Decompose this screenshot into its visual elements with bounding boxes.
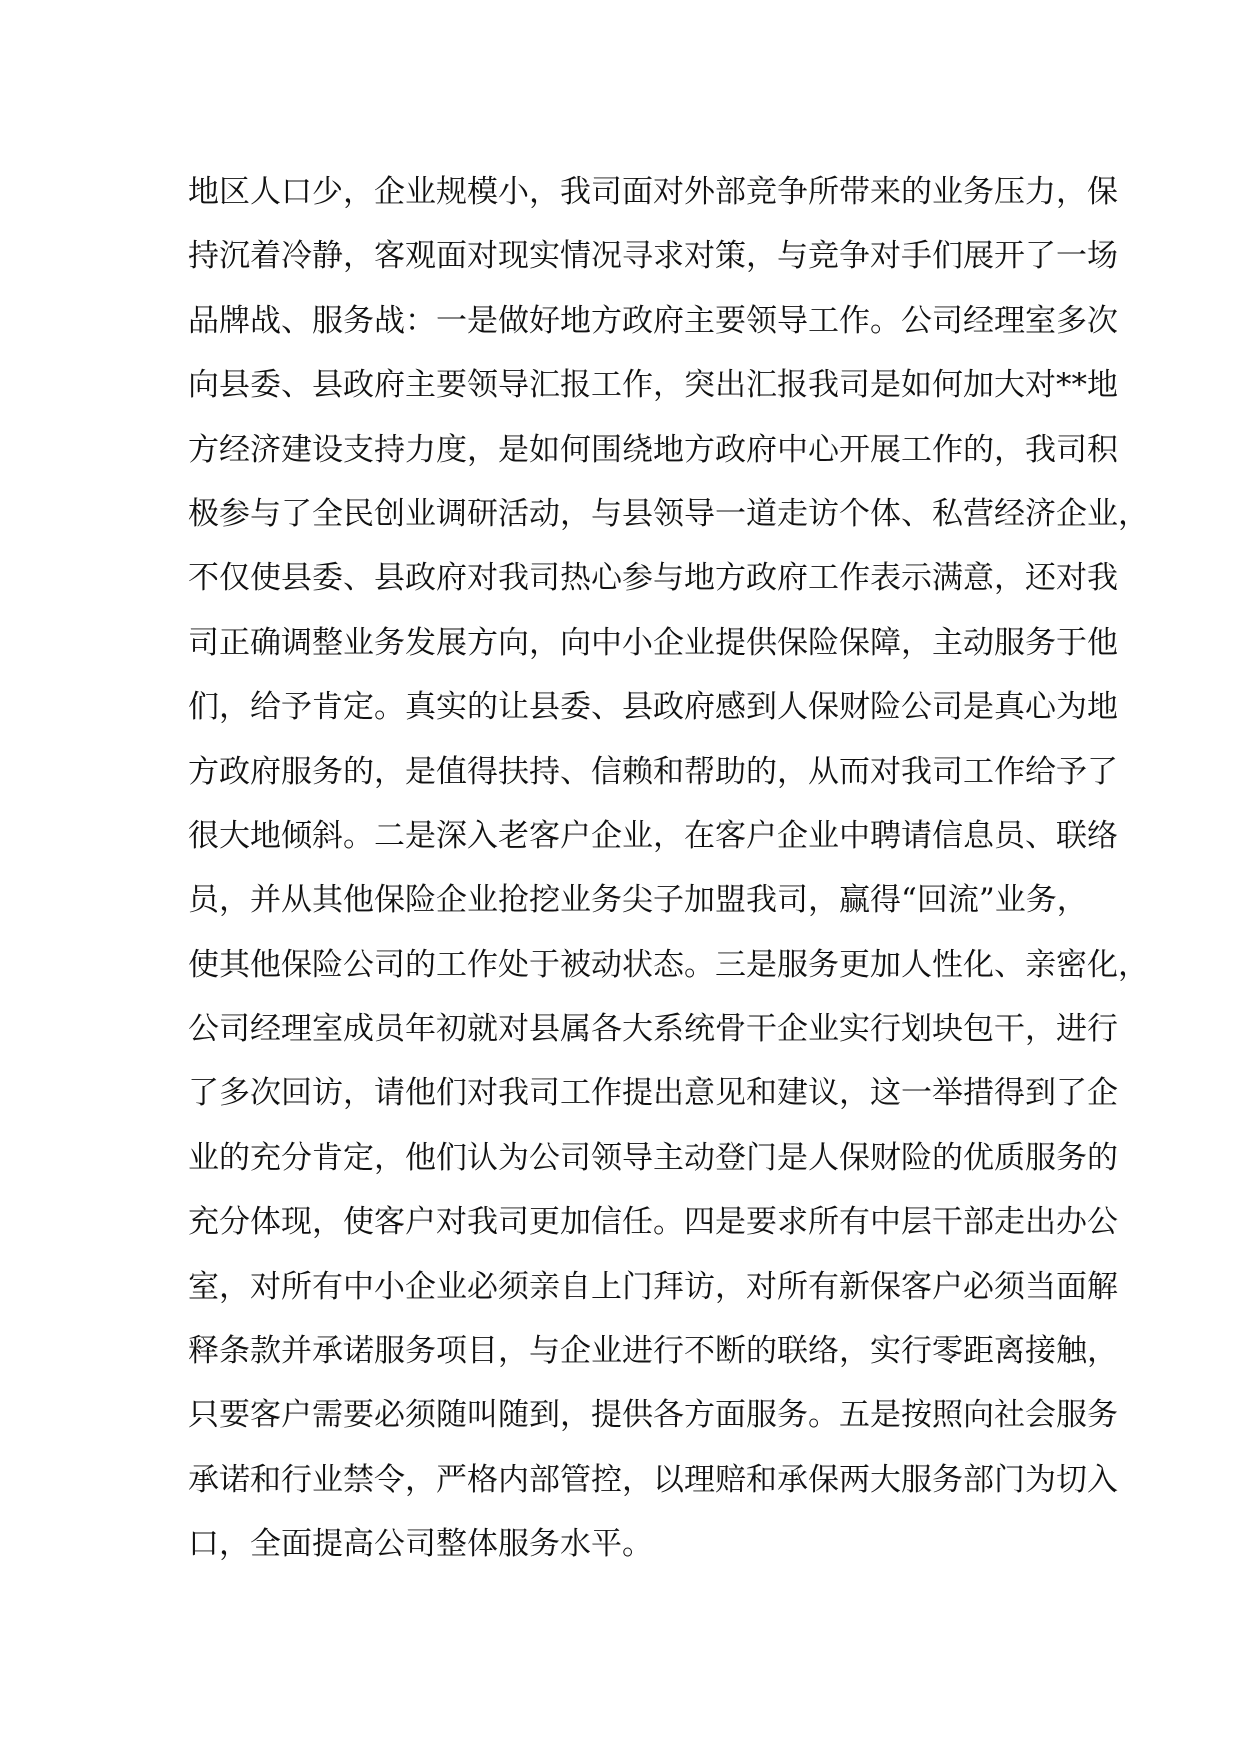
text-line: 持沉着冷静，客观面对现实情况寻求对策，与竞争对手们展开了一场 [188, 238, 1118, 275]
text-line: 向县委、县政府主要领导汇报工作，突出汇报我司是如何加大对**地 [188, 367, 1118, 404]
text-line: 不仅使县委、县政府对我司热心参与地方政府工作表示满意，还对我 [188, 560, 1118, 597]
text-line: 们，给予肯定。真实的让县委、县政府感到人保财险公司是真心为地 [188, 689, 1118, 726]
text-line: 方经济建设支持力度，是如何围绕地方政府中心开展工作的，我司积 [188, 431, 1118, 468]
text-line: 品牌战、服务战：一是做好地方政府主要领导工作。公司经理室多次 [188, 302, 1118, 339]
text-line: 释条款并承诺服务项目，与企业进行不断的联络，实行零距离接触， [188, 1333, 1118, 1370]
text-line: 公司经理室成员年初就对县属各大系统骨干企业实行划块包干，进行 [188, 1011, 1118, 1048]
text-line: 口，全面提高公司整体服务水平。 [188, 1526, 653, 1563]
text-line: 很大地倾斜。二是深入老客户企业，在客户企业中聘请信息员、联络 [188, 817, 1118, 854]
text-line: 了多次回访，请他们对我司工作提出意见和建议，这一举措得到了企 [188, 1075, 1118, 1112]
text-line: 室，对所有中小企业必须亲自上门拜访，对所有新保客户必须当面解 [188, 1268, 1118, 1305]
text-line: 只要客户需要必须随叫随到，提供各方面服务。五是按照向社会服务 [188, 1397, 1118, 1434]
text-line: 司正确调整业务发展方向，向中小企业提供保险保障，主动服务于他 [188, 624, 1118, 661]
text-line: 充分体现，使客户对我司更加信任。四是要求所有中层干部走出办公 [188, 1204, 1118, 1241]
text-line: 地区人口少，企业规模小，我司面对外部竞争所带来的业务压力，保 [188, 174, 1118, 210]
text-line: 使其他保险公司的工作处于被动状态。三是服务更加人性化、亲密化， [188, 946, 1149, 983]
text-line: 方政府服务的，是值得扶持、信赖和帮助的，从而对我司工作给予了 [188, 753, 1118, 790]
text-line: 员，并从其他保险企业抢挖业务尖子加盟我司，赢得“回流”业务， [188, 882, 1088, 919]
body-paragraph [188, 160, 1149, 1577]
text-line: 极参与了全民创业调研活动，与县领导一道走访个体、私营经济企业， [188, 495, 1149, 532]
text-line: 承诺和行业禁令，严格内部管控，以理赔和承保两大服务部门为切入 [188, 1461, 1118, 1498]
text-line: 业的充分肯定，他们认为公司领导主动登门是人保财险的优质服务的 [188, 1139, 1118, 1176]
